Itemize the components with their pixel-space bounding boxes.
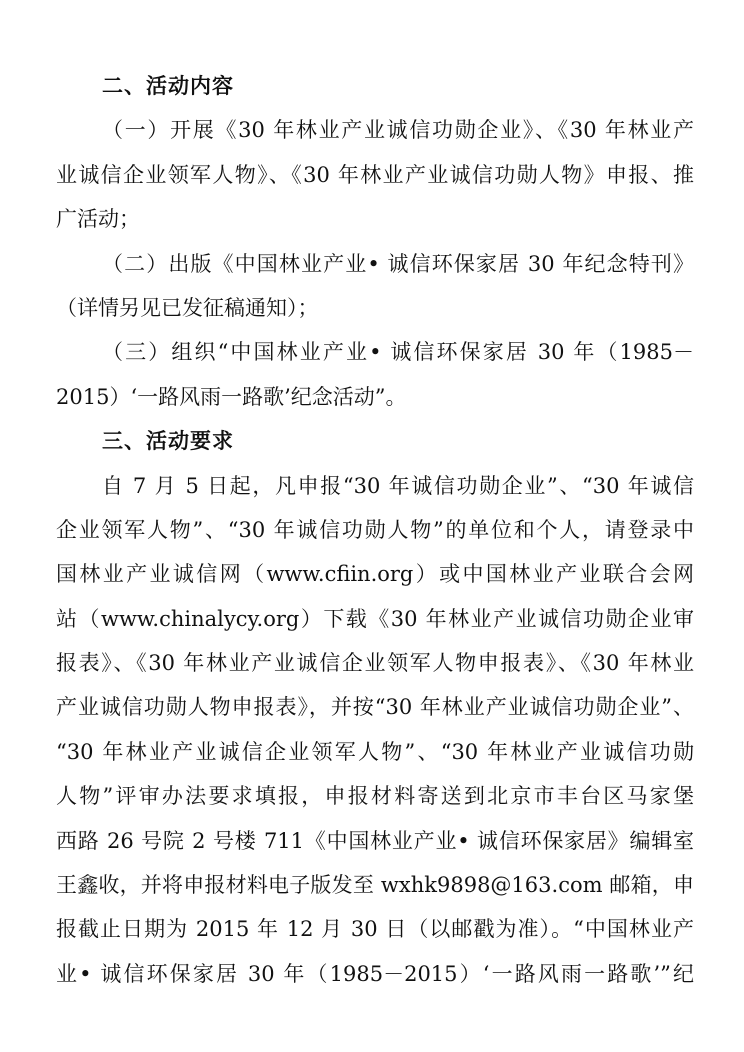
paragraph-line: 广活动； [56, 207, 140, 232]
section-heading-activity-requirements: 三、活动要求 [102, 428, 234, 454]
paragraph-line: 企业领军人物”、“30 年诚信功勋人物”的单位和个人，请登录中 [56, 517, 694, 542]
paragraph-line: （详情另见已发征稿通知）； [56, 295, 319, 320]
paragraph-line: 产业诚信功勋人物申报表》，并按“30 年林业产业诚信功勋企业”、 [56, 695, 694, 720]
paragraph-line: 王鑫收，并将申报材料电子版发至 wxhk9898@163.com 邮箱，申 [56, 873, 694, 898]
section-heading-activity-content: 二、活动内容 [102, 73, 234, 98]
paragraph-line: （一）开展《30 年林业产业诚信功勋企业》、《30 年林业产 [102, 118, 694, 143]
paragraph-line: （二）出版《中国林业产业• 诚信环保家居 30 年纪念特刊》 [102, 251, 694, 276]
paragraph-line: 自 7 月 5 日起，凡申报“30 年诚信功勋企业”、“30 年诚信 [102, 473, 694, 498]
paragraph-line: “30 年林业产业诚信企业领军人物”、“30 年林业产业诚信功勋 [56, 739, 694, 764]
paragraph-line: 西路 26 号院 2 号楼 711《中国林业产业• 诚信环保家居》编辑室 [56, 828, 694, 853]
paragraph-line: （三）组织“中国林业产业• 诚信环保家居 30 年（1985－ [102, 340, 694, 365]
paragraph-line: 国林业产业诚信网（www.cfiin.org）或中国林业产业联合会网 [56, 562, 694, 587]
paragraph-line: 站（www.chinalycy.org）下载《30 年林业产业诚信功勋企业审 [56, 606, 694, 631]
paragraph-line: 业诚信企业领军人物》、《30 年林业产业诚信功勋人物》申报、推 [56, 162, 694, 187]
paragraph-line: 人物”评审办法要求填报，申报材料寄送到北京市丰台区马家堡 [56, 784, 694, 809]
paragraph-line: 2015）‘一路风雨一路歌’纪念活动”。 [56, 384, 407, 409]
paragraph-line: 业• 诚信环保家居 30 年（1985－2015）‘一路风雨一路歌’”纪 [56, 961, 694, 986]
paragraph-line: 报表》、《30 年林业产业诚信企业领军人物申报表》、《30 年林业 [56, 651, 694, 676]
paragraph-line: 报截止日期为 2015 年 12 月 30 日（以邮戳为准）。“中国林业产 [56, 917, 694, 942]
